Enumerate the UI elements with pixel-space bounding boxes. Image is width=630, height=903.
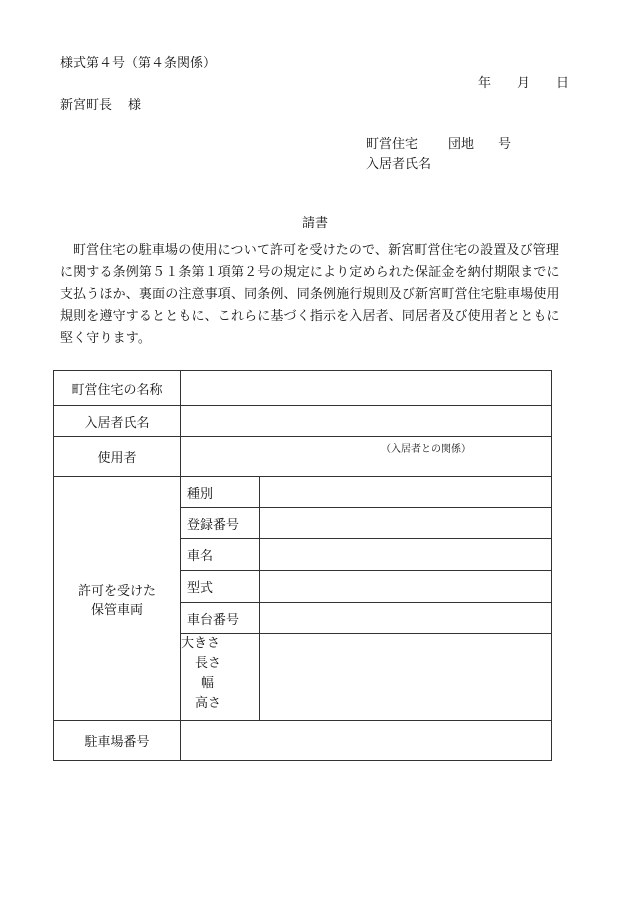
body-paragraph: 町営住宅の駐車場の使用について許可を受けたので、新宮町営住宅の設置及び管理に関する条例第５１条第１項第２号の規定により定められた保証金を納付期限までに支払うほか、裏面の注意事項、同条例、同条例施行規則及び新宮町営住宅駐車場使用規則を遵守するとともに、これらに基づく指示を入居者、同居者及び使用者とともに堅く守ります。 xyxy=(60,243,560,346)
addressee xyxy=(60,94,141,113)
addressee-name: 新宮町長 xyxy=(60,98,113,113)
number-label: 号 xyxy=(498,137,512,152)
date-month-label: 月 xyxy=(517,76,531,91)
applicant-housing-line xyxy=(366,133,511,152)
parking-number-field xyxy=(181,721,552,761)
length-label: 長さ xyxy=(195,656,222,671)
registration-number-field xyxy=(260,508,552,539)
size-field xyxy=(260,634,552,721)
resident-name-field xyxy=(181,406,552,437)
table-row xyxy=(54,437,552,477)
document-title: 請書 xyxy=(301,216,328,231)
info-table xyxy=(53,370,552,761)
vehicle-label-line2: 保管車両 xyxy=(90,602,143,618)
housing-name-label: 町営住宅の名称 xyxy=(54,371,181,406)
applicant-resident-name-label: 入居者氏名 xyxy=(366,157,432,172)
housing-label: 町営住宅 xyxy=(366,137,419,152)
registration-number-label: 登録番号 xyxy=(181,508,260,539)
height-label: 高さ xyxy=(195,696,222,711)
parking-number-label: 駐車場番号 xyxy=(54,721,181,761)
housing-name-field xyxy=(181,371,552,406)
table-row xyxy=(54,477,552,508)
resident-name-label: 入居者氏名 xyxy=(54,406,181,437)
model-field xyxy=(260,571,552,603)
table-row xyxy=(54,406,552,437)
table-row xyxy=(54,371,552,406)
date-line xyxy=(478,72,569,91)
date-day-label: 日 xyxy=(556,76,570,91)
form-number: 様式第４号（第４条関係） xyxy=(60,56,217,71)
danchi-label: 団地 xyxy=(448,137,475,152)
size-heading: 大きさ xyxy=(181,636,221,651)
vehicle-type-field xyxy=(260,477,552,508)
car-name-field xyxy=(260,539,552,571)
chassis-number-label: 車台番号 xyxy=(181,603,260,634)
vehicle-label-line1: 許可を受けた xyxy=(77,583,156,599)
user-label: 使用者 xyxy=(54,437,181,477)
date-year-label: 年 xyxy=(478,76,492,91)
table-row xyxy=(54,721,552,761)
width-label: 幅 xyxy=(201,676,215,691)
vehicle-type-label: 種別 xyxy=(181,477,260,508)
user-relation-note: （入居者との関係） xyxy=(181,437,552,477)
car-name-label: 車名 xyxy=(181,539,260,571)
vehicle-label xyxy=(54,477,181,721)
addressee-honorific: 様 xyxy=(128,98,142,113)
model-label: 型式 xyxy=(181,571,260,603)
size-label xyxy=(181,634,260,721)
chassis-number-field xyxy=(260,603,552,634)
